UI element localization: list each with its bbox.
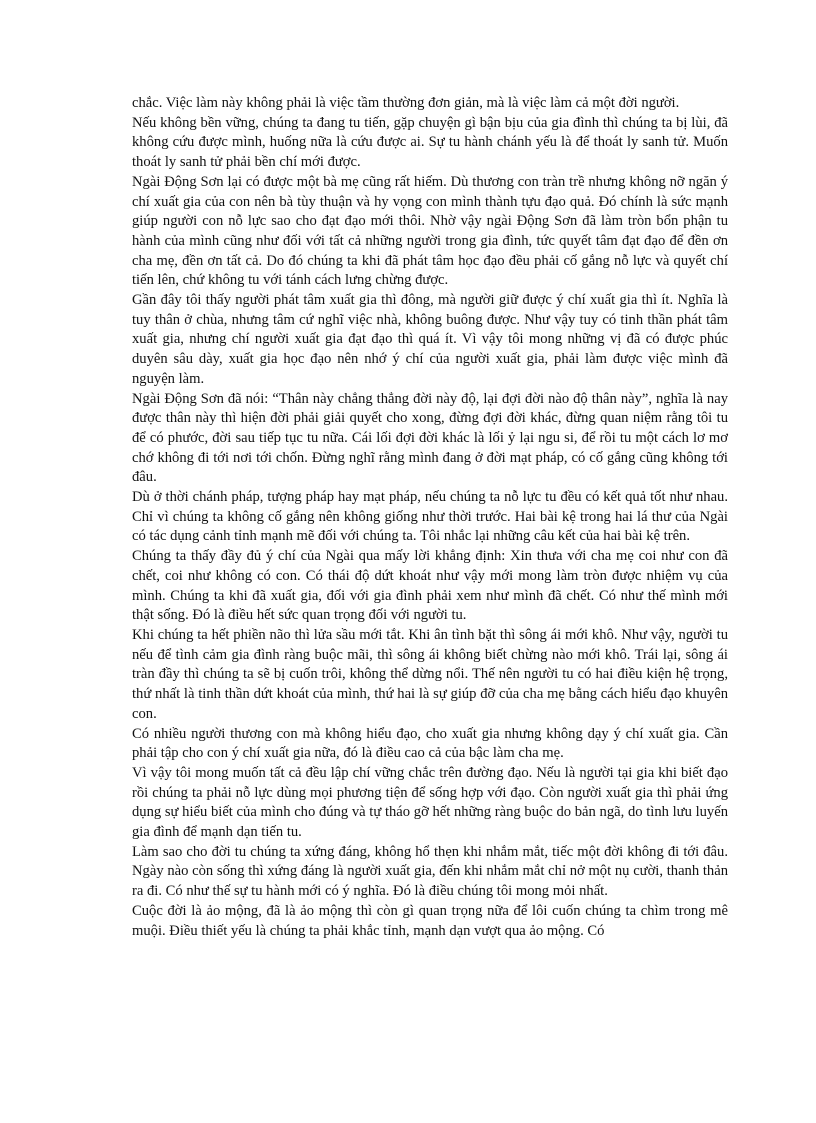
paragraph-9: Có nhiều người thương con mà không hiểu đạo, cho xuất gia nhưng không dạy ý chí xuất gia. Cần phải tập cho con ý chí xuất gia nữa, đó là điều cao cả của bậc làm cha mẹ. <box>132 725 728 762</box>
paragraph-6: Dù ở thời chánh pháp, tượng pháp hay mạt pháp, nếu chúng ta nỗ lực tu đều có kết quả tốt như nhau. Chỉ vì chúng ta không cố gắng nên không giống như thời trước. Hai bài kệ trong hai lá thư của Ngài có tác dụng cảnh tỉnh mạnh mẽ đối với chúng ta. Tôi nhắc lại những câu kết của hai bài kệ trên. <box>132 489 728 545</box>
paragraph-5: Ngài Động Sơn đã nói: “Thân này chẳng thẳng đời này độ, lại đợi đời nào độ thân này”, nghĩa là nay được thân này thì hiện đời phải giải quyết cho xong, đừng đợi đời khác, đừng quan niệm rằng tôi tu để có phước, đời sau tiếp tục tu nữa. Cái lối đợi đời khác là lối ỷ lại ngu si, để rồi tu một cách lơ mơ chớ không đi tới nơi tới chốn. Đừng nghĩ rằng mình đang ở đời mạt pháp, có cố gắng cũng không tới đâu. <box>132 390 728 486</box>
paragraph-12: Cuộc đời là ảo mộng, đã là ảo mộng thì còn gì quan trọng nữa để lôi cuốn chúng ta chìm trong mê muội. Điều thiết yếu là chúng ta phải khắc tỉnh, mạnh dạn vượt qua ảo mộng. Có <box>132 902 728 939</box>
paragraph-8: Khi chúng ta hết phiền não thì lửa sầu mới tắt. Khi ân tình bặt thì sông ái mới khô. Như vậy, người tu nếu để tình cảm gia đình ràng buộc mãi, thì sông ái không biết chừng nào mới khô. Trái lại, sông ái tràn đầy thì chúng ta sẽ bị cuốn trôi, không thể dừng nổi. Thế nên người tu có hai điều kiện hệ trọng, thứ nhất là tinh thần dứt khoát của mình, thứ hai là sự giúp đỡ của cha mẹ bằng cách hiểu đạo khuyên con. <box>132 626 728 722</box>
paragraph-10: Vì vậy tôi mong muốn tất cả đều lập chí vững chắc trên đường đạo. Nếu là người tại gia khi biết đạo rồi chúng ta phải nỗ lực dùng mọi phương tiện để sống hợp với đạo. Còn người xuất gia thì phải ứng dụng sự hiểu biết của mình cho đúng và tự tháo gỡ hết những ràng buộc do bản ngã, do tình lưu luyến gia đình để mạnh dạn tiến tu. <box>132 764 728 841</box>
paragraph-3: Ngài Động Sơn lại có được một bà mẹ cũng rất hiếm. Dù thương con tràn trề nhưng không nỡ ngăn ý chí xuất gia của con nên bà tùy thuận và hy vọng con mình thành tựu đạo quả. Đó chính là sức mạnh giúp người con nỗ lực sao cho đạt đạo mới thôi. Nhờ vậy ngài Động Sơn đã làm tròn bổn phận tu hành của mình cũng như đối với tất cả những người trong gia đình, tức quyết tâm đạt đạo để đền ơn cha mẹ, đền ơn tất cả. Do đó chúng ta khi đã phát tâm học đạo đều phải cố gắng nỗ lực và quyết chí tiến lên, chứ không tu với tánh cách lưng chừng được. <box>132 173 728 289</box>
paragraph-11: Làm sao cho đời tu chúng ta xứng đáng, không hổ thẹn khi nhắm mắt, tiếc một đời không đi tới đâu. Ngày nào còn sống thì xứng đáng là người xuất gia, đến khi nhắm mắt chỉ nở một nụ cười, thanh thản ra đi. Có như thế sự tu hành mới có ý nghĩa. Đó là điều chúng tôi mong mỏi nhất. <box>132 843 728 900</box>
paragraph-4: Gần đây tôi thấy người phát tâm xuất gia thì đông, mà người giữ được ý chí xuất gia thì ít. Nghĩa là tuy thân ở chùa, nhưng tâm cứ nghĩ việc nhà, không buông được. Như vậy tuy có tinh thần phát tâm xuất gia, nhưng chí người xuất gia đạt đạo thì quá ít. Vì vậy tôi mong những vị đã có được phúc duyên sâu dày, xuất gia học đạo nên nhớ ý chí của người xuất gia, phải làm được việc mình đã nguyện làm. <box>132 292 728 387</box>
document-page <box>132 94 728 941</box>
paragraph-1: chắc. Việc làm này không phải là việc tầm thường đơn giản, mà là việc làm cả một đời người. <box>132 95 680 111</box>
paragraph-7: Chúng ta thấy đầy đủ ý chí của Ngài qua mấy lời khẳng định: Xin thưa với cha mẹ coi như con đã chết, coi như không có con. Có thái độ dứt khoát như vậy mới mong làm tròn được nhiệm vụ của mình. Chúng ta khi đã xuất gia, đối với gia đình phải xem như mình đã chết. Có như thế mình mới thật sống. Đó là điều hết sức quan trọng đối với người tu. <box>132 548 728 624</box>
paragraph-2: Nếu không bền vững, chúng ta đang tu tiến, gặp chuyện gì bận bịu của gia đình thì chúng ta bị lùi, đã không cứu được mình, huống nữa là cứu được ai. Sự tu hành chánh yếu là để thoát ly sanh tử. Muốn thoát ly sanh tử phải bền chí mới được. <box>132 114 728 171</box>
